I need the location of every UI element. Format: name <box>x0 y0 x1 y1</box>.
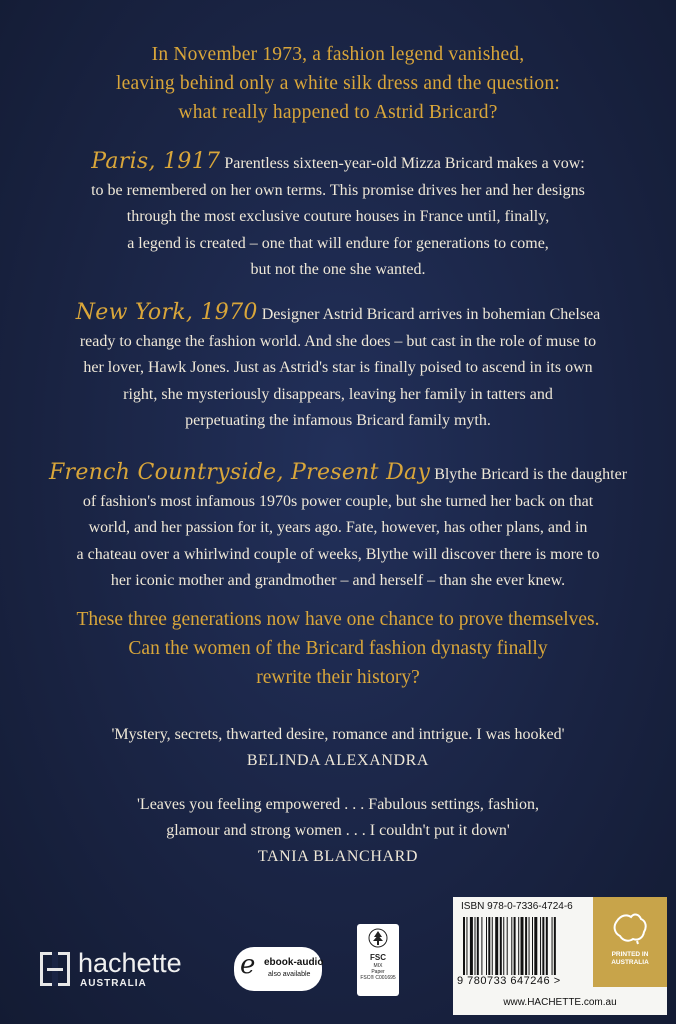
section-line: of fashion's most infamous 1970s power couple, but she turned her back on that <box>82 492 594 510</box>
section-new-york <box>38 300 638 435</box>
barcode-bar <box>532 917 533 975</box>
quote-text: 'Mystery, secrets, thwarted desire, romance and intrigue. I was hooked' <box>111 726 565 743</box>
section-french-countryside <box>38 460 638 595</box>
section-paris <box>38 149 638 284</box>
barcode-bar <box>503 917 504 975</box>
barcode-bar <box>463 917 465 975</box>
closing-line: Can the women of the Bricard fashion dynasty finally <box>128 638 548 659</box>
barcode-bar <box>477 917 479 975</box>
barcode-digits: 9 780733 647246 > <box>457 975 561 987</box>
printed-in-line: PRINTED IN <box>611 951 649 958</box>
barcode-bar <box>488 917 490 975</box>
isbn-label: ISBN 978-0-7336-4724-6 <box>461 901 573 912</box>
fsc-tree-icon <box>357 928 399 953</box>
section-line: ready to change the fashion world. And she does – but cast in the role of muse to <box>79 332 597 350</box>
quote-text: glamour and strong women . . . I couldn't put it down' <box>166 822 510 839</box>
publisher-country: AUSTRALIA <box>80 978 147 989</box>
barcode-bar <box>534 917 537 975</box>
barcode-bar <box>492 917 493 975</box>
barcode-bar <box>495 917 498 975</box>
ebook-audio-badge <box>234 947 322 991</box>
section-line: a chateau over a whirlwind couple of weeks, Blythe will discover there is more to <box>76 545 600 563</box>
section-line: Designer Astrid Bricard arrives in bohemian Chelsea <box>261 306 601 323</box>
review-quote <box>60 722 616 774</box>
section-line: perpetuating the infamous Bricard family myth. <box>185 412 491 429</box>
ebook-sublabel: also available <box>268 971 311 978</box>
fsc-line: Paper <box>371 969 385 975</box>
barcode-bar <box>540 917 541 975</box>
section-line: right, she mysteriously disappears, leaving her family in tatters and <box>123 385 553 403</box>
intro-line: what really happened to Astrid Bricard? <box>178 102 498 123</box>
australia-map-icon <box>611 911 649 945</box>
section-line: Blythe Bricard is the daughter <box>434 466 628 483</box>
barcode-bar <box>475 917 476 975</box>
ebook-audio-icon: e <box>240 950 256 980</box>
barcode-bar <box>552 917 553 975</box>
barcode-bar <box>511 917 512 975</box>
fsc-code: FSC® C001695 <box>360 975 396 981</box>
printed-in-australia-badge <box>593 897 667 987</box>
ebook-label: ebook-audio <box>264 957 324 968</box>
printed-in-line: AUSTRALIA <box>611 959 649 966</box>
section-heading: New York, 1970 <box>75 300 258 325</box>
barcode-bar <box>525 917 527 975</box>
section-line: world, and her passion for it, years ago. Fate, however, has other plans, and in <box>88 519 588 536</box>
review-quote <box>60 792 616 870</box>
section-line: her lover, Hawk Jones. Just as Astrid's star is finally poised to ascend in its own <box>83 359 593 376</box>
closing-line: rewrite their history? <box>256 667 420 688</box>
barcode-bar <box>521 917 524 975</box>
intro-blurb <box>60 40 616 127</box>
barcode-bar <box>500 917 502 975</box>
section-heading: French Countryside, Present Day <box>48 460 431 485</box>
barcode-bar <box>507 917 508 975</box>
quote-author: TANIA BLANCHARD <box>257 848 419 865</box>
intro-line: leaving behind only a white silk dress and the question: <box>116 73 560 94</box>
barcode-bar <box>554 917 556 975</box>
intro-line: In November 1973, a fashion legend vanished, <box>151 44 525 65</box>
section-line: but not the one she wanted. <box>250 261 426 278</box>
publisher-name: hachette <box>78 948 182 978</box>
publisher-logo <box>40 950 190 990</box>
barcode-bar <box>486 917 487 975</box>
barcode-bar <box>481 917 482 975</box>
barcode-bar <box>514 917 516 975</box>
closing-blurb <box>60 605 616 692</box>
barcode-bar <box>529 917 530 975</box>
section-line: to be remembered on her own terms. This promise drives her and her designs <box>91 181 585 199</box>
fsc-badge <box>357 924 399 996</box>
barcode-bar <box>470 917 473 975</box>
hachette-logo-icon <box>40 952 70 986</box>
fsc-name: FSC <box>370 953 386 962</box>
quote-text: 'Leaves you feeling empowered . . . Fabulous settings, fashion, <box>137 796 539 813</box>
section-line: her iconic mother and grandmother – and herself – than she ever knew. <box>110 572 566 589</box>
barcode-bar <box>542 917 544 975</box>
section-line: a legend is created – one that will endure for generations to come, <box>127 234 549 252</box>
barcode-icon <box>461 917 591 975</box>
section-line: through the most exclusive couture houses in France until, finally, <box>126 208 550 225</box>
publisher-website: www.HACHETTE.com.au <box>503 997 617 1008</box>
section-line: Parentless sixteen-year-old Mizza Bricard makes a vow: <box>224 155 585 172</box>
section-heading: Paris, 1917 <box>91 149 221 174</box>
quote-author: BELINDA ALEXANDRA <box>246 752 430 769</box>
barcode-panel <box>453 897 667 1015</box>
barcode-bar <box>546 917 548 975</box>
closing-line: These three generations now have one chance to prove themselves. <box>76 609 600 630</box>
barcode-bar <box>518 917 519 975</box>
fsc-line: MIX <box>373 963 383 969</box>
barcode-bar <box>466 917 467 975</box>
